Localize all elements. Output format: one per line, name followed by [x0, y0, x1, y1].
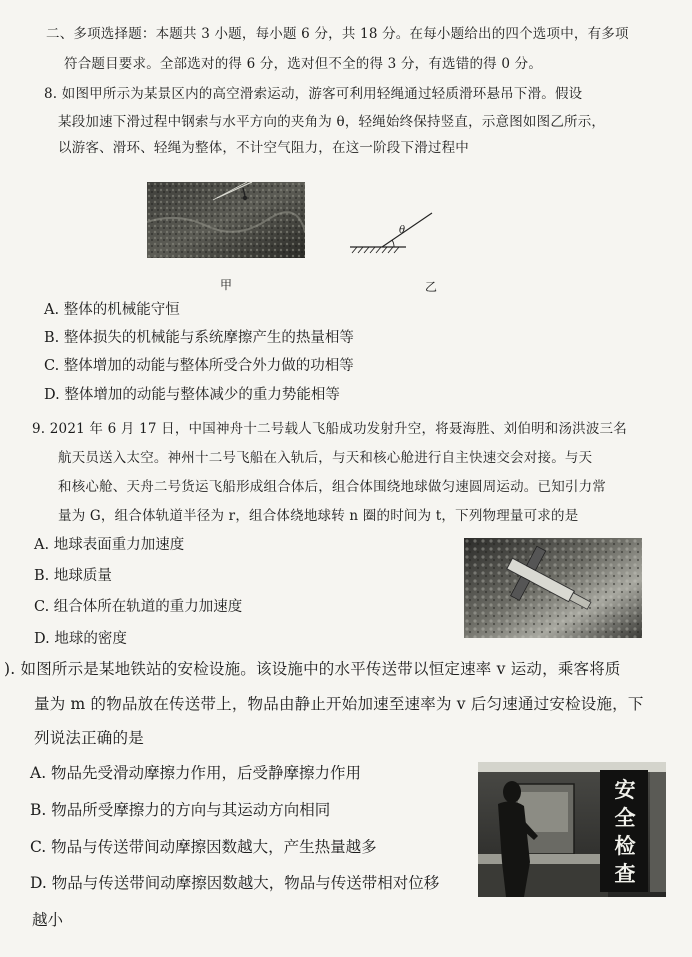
- q9-option-b: B. 地球质量: [34, 568, 112, 584]
- q10-option-a: A. 物品先受滑动摩擦力作用，后受静摩擦力作用: [30, 764, 362, 782]
- q10-option-d: D. 物品与传送带间动摩擦因数越大，物品与传送带相对位移: [30, 874, 440, 892]
- q10-stem-line1: ). 如图所示是某地铁站的安检设施。该设施中的水平传送带以恒定速率 v 运动，乘客将质: [4, 660, 621, 678]
- q9-stem-line2: 航天员送入太空。神州十二号飞船在入轨后，与天和核心舱进行自主快速交会对接。与天: [58, 450, 593, 466]
- sign-char-1: 安: [614, 778, 636, 802]
- spacecraft-photo: [464, 538, 642, 638]
- sign-char-2: 全: [614, 806, 636, 830]
- q9-stem-line1: 9. 2021 年 6 月 17 日，中国神舟十二号载人飞船成功发射升空，将聂海胜、刘伯明和汤洪波三名: [32, 421, 627, 437]
- q8-option-a: A. 整体的机械能守恒: [44, 302, 180, 318]
- fig-b-caption: 乙: [425, 280, 438, 294]
- q9-option-a: A. 地球表面重力加速度: [34, 537, 185, 553]
- theta-label: θ: [399, 225, 406, 236]
- q9-stem-line4: 量为 G，组合体轨道半径为 r，组合体绕地球转 n 圈的时间为 t，下列物理量可求的是: [58, 508, 579, 524]
- q8-option-b: B. 整体损失的机械能与系统摩擦产生的热量相等: [44, 330, 354, 346]
- fig-a-caption: 甲: [220, 278, 233, 292]
- q9-option-d: D. 地球的密度: [34, 631, 127, 647]
- q8-stem-line2: 某段加速下滑过程中钢索与水平方向的夹角为 θ，轻绳始终保持竖直，示意图如图乙所示，: [58, 114, 606, 130]
- sign-char-3: 检: [614, 834, 636, 858]
- security-check-photo: [478, 762, 666, 897]
- q8-option-d: D. 整体增加的动能与整体减少的重力势能相等: [44, 387, 340, 403]
- q9-stem-line3: 和核心舱、天舟二号货运飞船形成组合体后，组合体围绕地球做匀速圆周运动。已知引力常: [58, 479, 606, 495]
- section-heading-line1: 二、多项选择题：本题共 3 小题，每小题 6 分，共 18 分。在每小题给出的四个选项中，有多项: [46, 26, 629, 42]
- q10-option-b: B. 物品所受摩擦力的方向与其运动方向相同: [30, 801, 331, 819]
- incline-schematic: [348, 205, 438, 261]
- q9-option-c: C. 组合体所在轨道的重力加速度: [34, 599, 243, 615]
- zipline-photo: [147, 182, 305, 258]
- q10-stem-line3: 列说法正确的是: [34, 729, 144, 747]
- q10-option-d-cont: 越小: [32, 911, 64, 929]
- q10-option-c: C. 物品与传送带间动摩擦因数越大，产生热量越多: [30, 838, 377, 856]
- section-heading-line2: 符合题目要求。全部选对的得 6 分，选对但不全的得 3 分，有选错的得 0 分。: [64, 56, 543, 72]
- q10-stem-line2: 量为 m 的物品放在传送带上，物品由静止开始加速至速率为 v 后匀速通过安检设施，下: [34, 695, 644, 713]
- q8-stem-line3: 以游客、滑环、轻绳为整体，不计空气阻力，在这一阶段下滑过程中: [58, 140, 469, 156]
- q8-stem-line1: 8. 如图甲所示为某景区内的高空滑索运动，游客可利用轻绳通过轻质滑环悬吊下滑。假设: [44, 86, 583, 102]
- q8-option-c: C. 整体增加的动能与整体所受合外力做的功相等: [44, 358, 354, 374]
- sign-char-4: 查: [614, 862, 636, 886]
